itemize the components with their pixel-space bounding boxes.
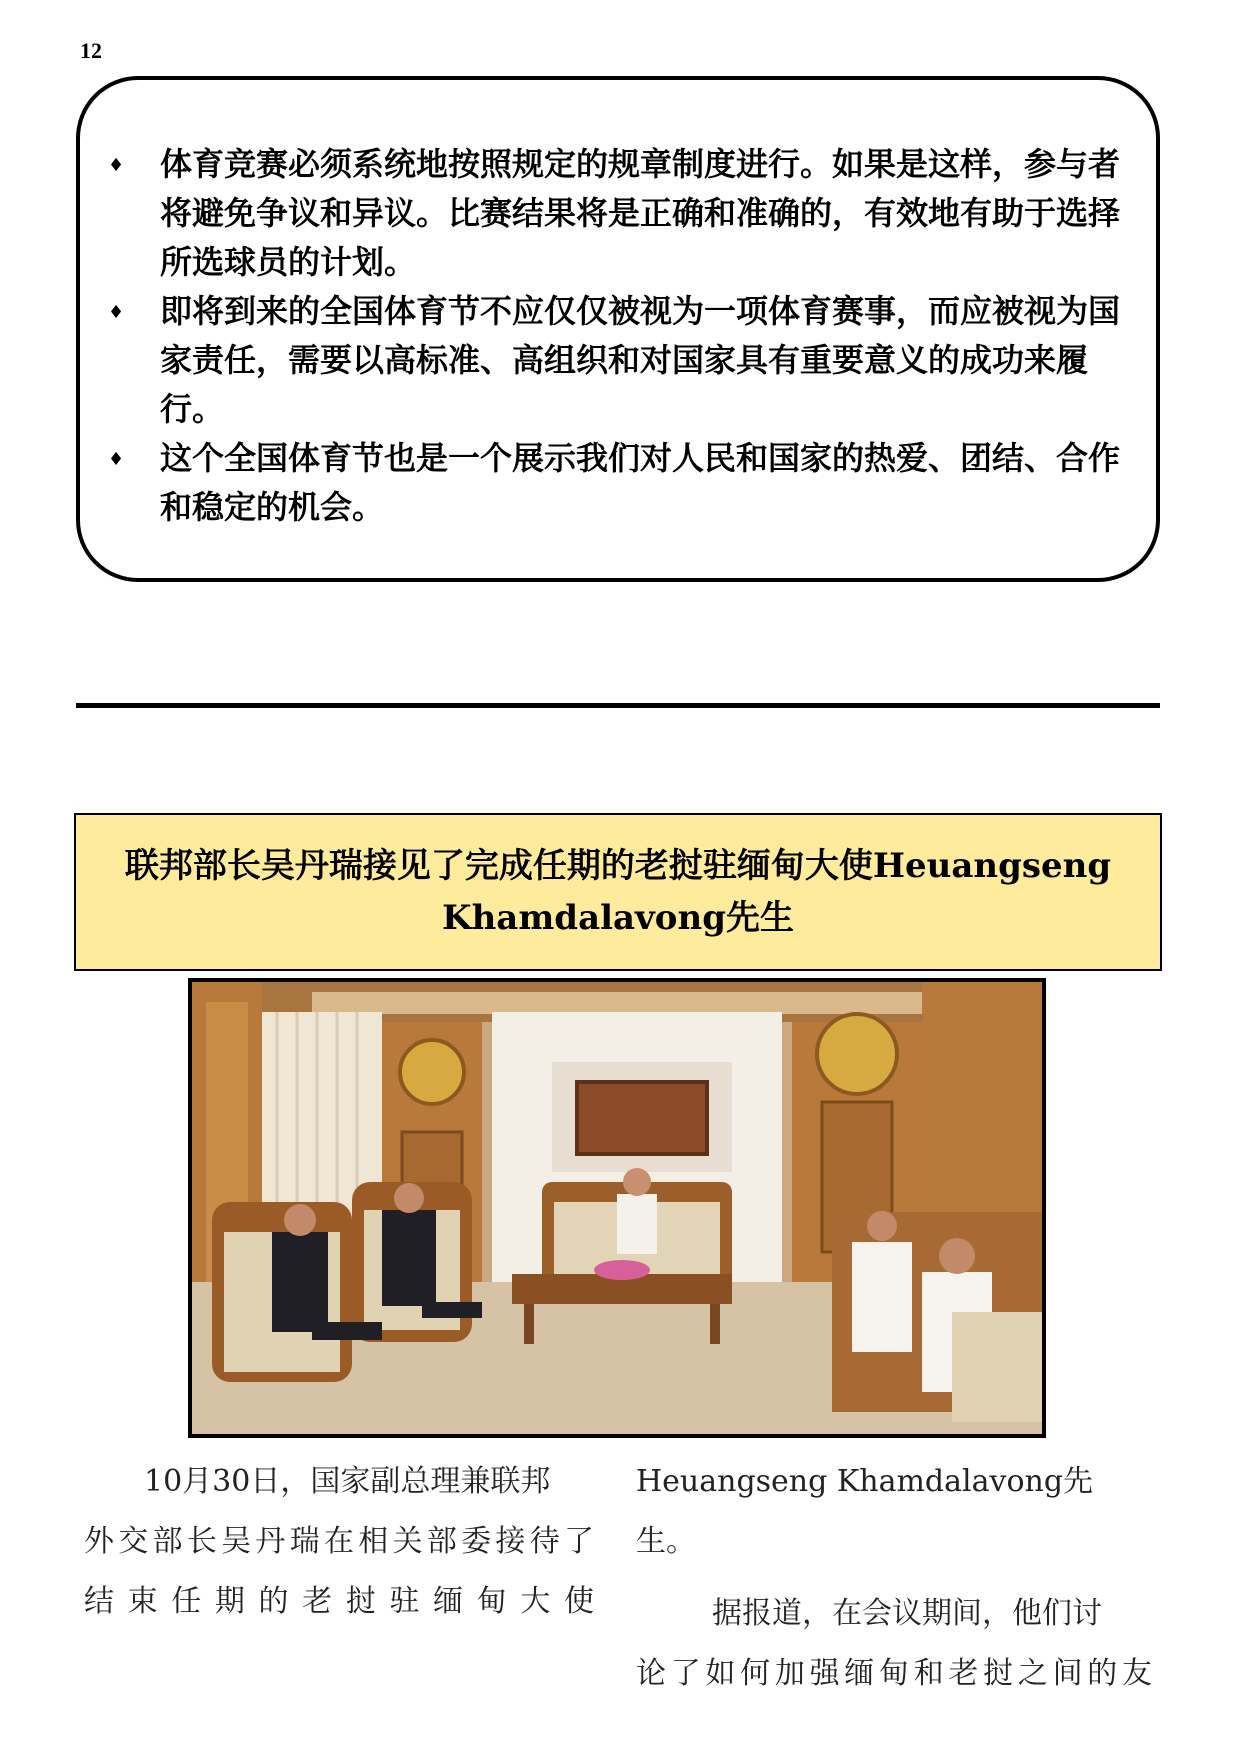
text-line: 论了如何加强缅甸和老挝之间的友 <box>636 1656 1152 1691</box>
bullet-list <box>106 140 1140 532</box>
article-paragraph-1 <box>84 1452 594 1632</box>
page-number: 12 <box>80 38 102 63</box>
bullet-item <box>106 434 1140 532</box>
text-line: 10月30日，国家副总理兼联邦 <box>144 1464 551 1499</box>
article-column-left <box>84 1452 594 1632</box>
bullet-text: 这个全国体育节也是一个展示我们对人民和国家的热爱、团结、合作和稳定的机会。 <box>160 439 1121 526</box>
diamond-bullet-icon: ♦ <box>108 302 125 323</box>
section-divider <box>76 703 1160 708</box>
diamond-bullet-icon: ♦ <box>108 155 125 176</box>
headline-box <box>74 813 1162 971</box>
bullet-text: 即将到来的全国体育节不应仅仅被视为一项体育赛事，而应被视为国家责任，需要以高标准、高组织和对国家具有重要意义的成功来履行。 <box>160 292 1121 428</box>
text-line: 结束任期的老挝驻缅甸大使 <box>84 1584 594 1619</box>
article-paragraph-2 <box>636 1584 1152 1704</box>
text-line: 外交部长吴丹瑞在相关部委接待了 <box>84 1524 594 1559</box>
article-paragraph-1-continued: Heuangseng Khamdalavong先生。 <box>636 1464 1094 1559</box>
headline-line-1: 联邦部长吴丹瑞接见了完成任期的老挝驻缅甸大使Heuangseng <box>124 846 1112 886</box>
headline-line-2: Khamdalavong先生 <box>442 898 794 938</box>
bullet-text: 体育竞赛必须系统地按照规定的规章制度进行。如果是这样，参与者将避免争议和异议。比赛结果将是正确和准确的，有效地有助于选择所选球员的计划。 <box>160 145 1121 281</box>
text-line: 据报道，在会议期间，他们讨 <box>712 1596 1102 1631</box>
bullet-item <box>106 140 1140 287</box>
highlight-box <box>76 76 1160 582</box>
bullet-item <box>106 287 1140 434</box>
article-headline <box>105 840 1131 944</box>
article-column-right <box>636 1452 1152 1704</box>
meeting-photo-illustration <box>192 982 1042 1434</box>
meeting-photo <box>188 978 1046 1438</box>
diamond-bullet-icon: ♦ <box>108 449 125 470</box>
